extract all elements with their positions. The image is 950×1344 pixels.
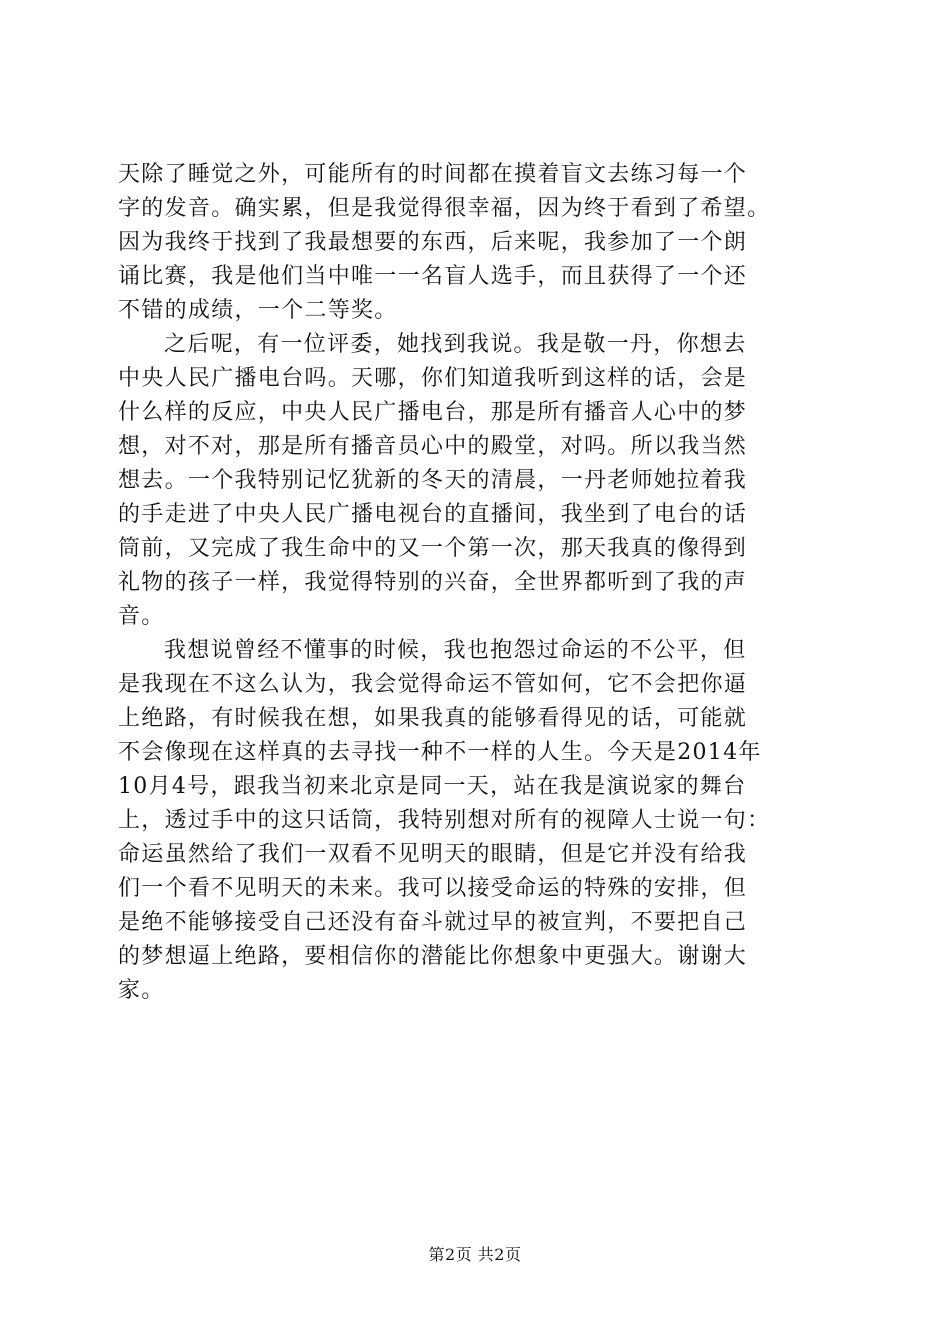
text-line: 10月4号，跟我当初来北京是同一天，站在我是演说家的舞台 — [118, 774, 747, 799]
text-line: 不错的成绩，一个二等奖。 — [118, 298, 398, 323]
text-line: 的梦想逼上绝路，要相信你的潜能比你想象中更强大。谢谢大 — [118, 944, 748, 969]
text-line: 诵比赛，我是他们当中唯一一名盲人选手，而且获得了一个还 — [118, 264, 748, 289]
text-line: 是绝不能够接受自己还没有奋斗就过早的被宣判，不要把自己 — [118, 910, 748, 935]
text-line: 因为我终于找到了我最想要的东西，后来呢，我参加了一个朗 — [118, 230, 748, 255]
text-line: 家。 — [118, 978, 165, 1003]
text-line: 中央人民广播电台吗。天哪，你们知道我听到这样的话，会是 — [118, 366, 748, 391]
text-line: 是我现在不这么认为，我会觉得命运不管如何，它不会把你逼 — [118, 672, 748, 697]
text-line: 们一个看不见明天的未来。我可以接受命运的特殊的安排，但 — [118, 876, 748, 901]
text-line: 音。 — [118, 604, 165, 629]
text-line: 想去。一个我特别记忆犹新的冬天的清晨，一丹老师她拉着我 — [118, 468, 748, 493]
text-line: 天除了睡觉之外，可能所有的时间都在摸着盲文去练习每一个 — [118, 162, 748, 187]
page-number-footer: 第2页 共2页 — [428, 1245, 522, 1264]
text-line: 礼物的孩子一样，我觉得特别的兴奋，全世界都听到了我的声 — [118, 570, 748, 595]
text-line: 想，对不对，那是所有播音员心中的殿堂，对吗。所以我当然 — [118, 434, 748, 459]
text-line: 筒前，又完成了我生命中的又一个第一次，那天我真的像得到 — [118, 536, 748, 561]
text-line: 不会像现在这样真的去寻找一种不一样的人生。今天是2014年 — [118, 740, 762, 765]
document-body — [118, 158, 834, 1008]
paragraph-first-line: 之后呢，有一位评委，她找到我说。我是敬一丹，你想去 — [164, 332, 747, 357]
text-line: 的手走进了中央人民广播电视台的直播间，我坐到了电台的话 — [118, 502, 748, 527]
text-line: 命运虽然给了我们一双看不见明天的眼睛，但是它并没有给我 — [118, 842, 748, 867]
text-line: 上，透过手中的这只话筒，我特别想对所有的视障人士说一句： — [118, 808, 771, 833]
text-line: 字的发音。确实累，但是我觉得很幸福，因为终于看到了希望。 — [118, 196, 771, 221]
paragraph-first-line: 我想说曾经不懂事的时候，我也抱怨过命运的不公平，但 — [164, 638, 747, 663]
text-line: 上绝路，有时候我在想，如果我真的能够看得见的话，可能就 — [118, 706, 748, 731]
text-line: 什么样的反应，中央人民广播电台，那是所有播音人心中的梦 — [118, 400, 748, 425]
